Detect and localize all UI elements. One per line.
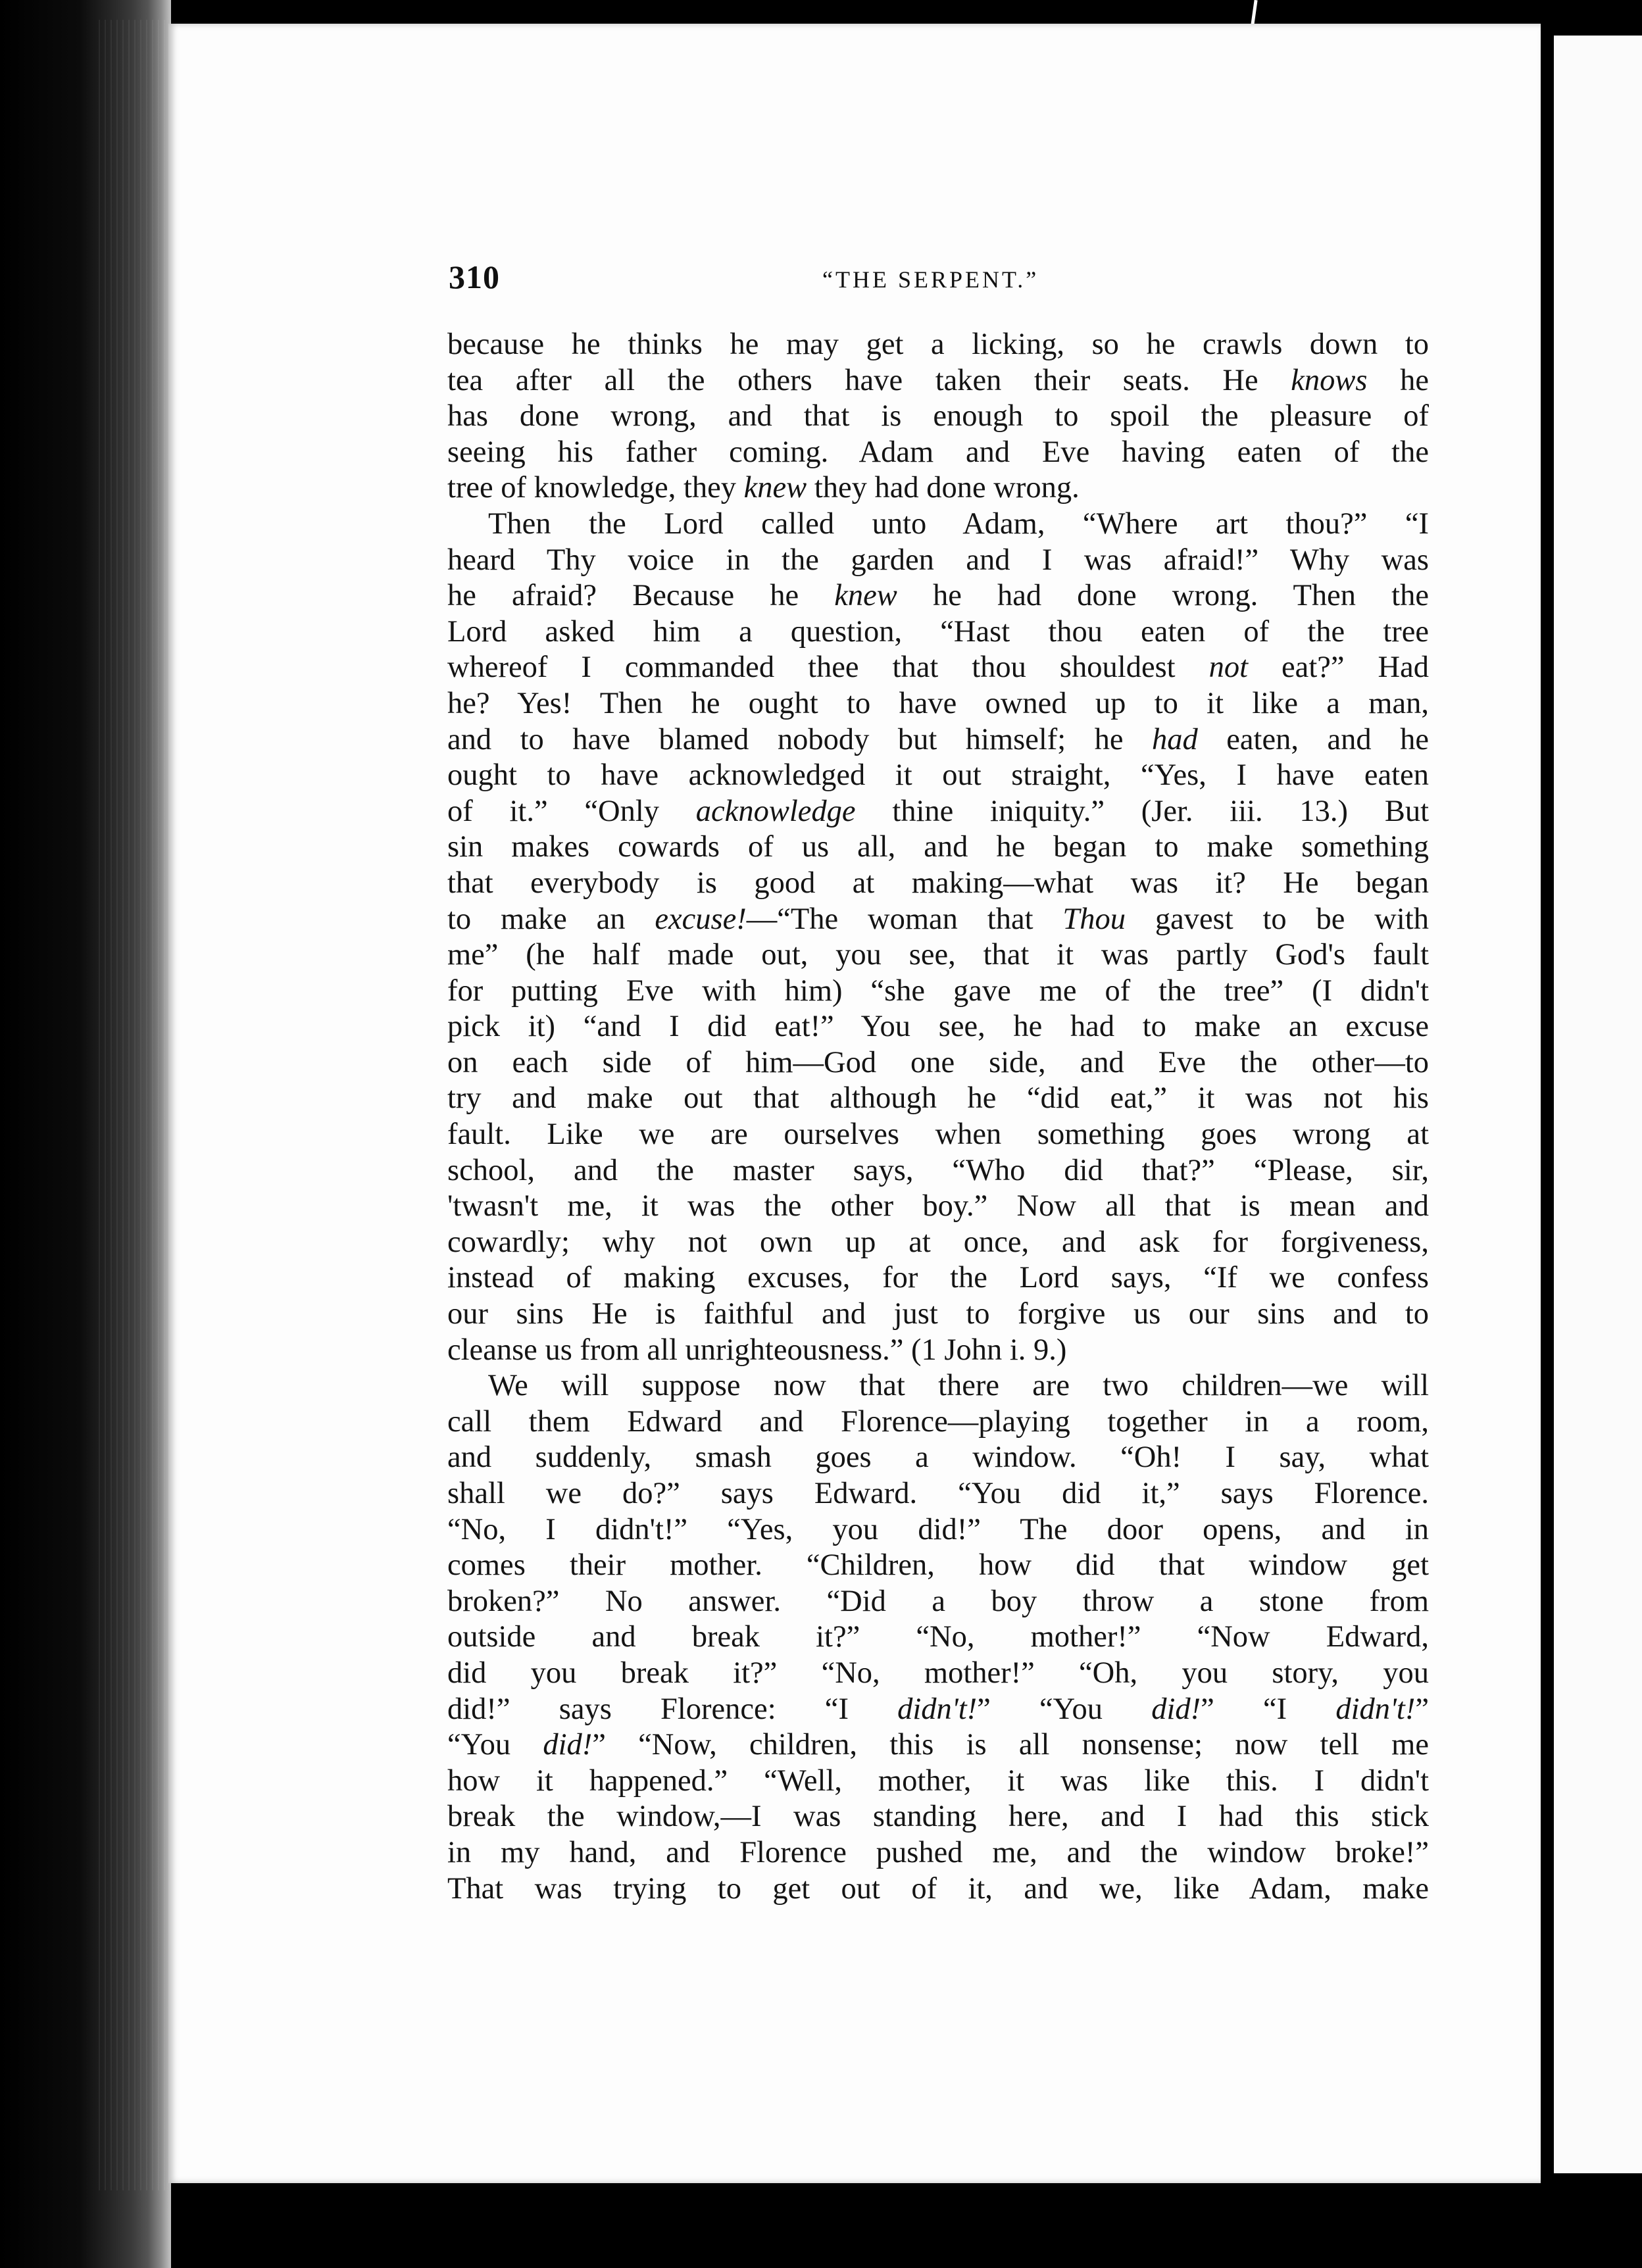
page-edge-mark [1251, 0, 1257, 25]
text-line: because he thinks he may get a licking, so he crawls down to [447, 328, 1429, 361]
running-title: “THE SERPENT.” [822, 266, 1039, 293]
text-line: school, and the master says, “Who did that?” “Please, sir, [447, 1153, 1429, 1187]
text-line: tea after all the others have taken their seats. He knows he [447, 363, 1429, 397]
text-line: outside and break it?” “No, mother!” “Now Edward, [447, 1620, 1429, 1654]
page-number: 310 [449, 259, 500, 295]
text-line: broken?” No answer. “Did a boy throw a stone from [447, 1584, 1429, 1618]
text-line: fault. Like we are ourselves when something goes wrong at [447, 1118, 1429, 1152]
text-line: “You did!” “Now, children, this is all nonsense; now tell me [447, 1728, 1429, 1762]
text-line: in my hand, and Florence pushed me, and the window broke!” [447, 1835, 1429, 1869]
text-line: cowardly; why not own up at once, and ask for forgiveness, [447, 1225, 1429, 1259]
text-line: sin makes cowards of us all, and he began to make something [447, 830, 1429, 864]
text-line: of it.” “Only acknowledge thine iniquity.” (Jer. iii. 13.) But [447, 794, 1430, 828]
text-line: did you break it?” “No, mother!” “Oh, you story, you [447, 1656, 1429, 1690]
text-line: seeing his father coming. Adam and Eve having eaten of the [447, 435, 1429, 469]
text-line: he? Yes! Then he ought to have owned up to it like a man, [447, 686, 1429, 720]
text-line: to make an excuse!—“The woman that Thou gavest to be with [447, 902, 1429, 936]
text-line: comes their mother. “Children, how did that window get [447, 1548, 1429, 1583]
text-line: shall we do?” says Edward. “You did it,” says Florence. [447, 1477, 1429, 1510]
text-line: did!” says Florence: “I didn't!” “You did!” “I didn't!” [447, 1692, 1429, 1726]
text-line: try and make out that although he “did eat,” it was not his [447, 1081, 1429, 1116]
text-line: that everybody is good at making—what was it? He began [447, 866, 1429, 900]
text-line: he afraid? Because he knew he had done wrong. Then the [447, 579, 1429, 613]
text-line: me” (he half made out, you see, that it was partly God's fault [447, 938, 1429, 972]
body-text [447, 327, 1429, 1907]
text-line: pick it) “and I did eat!” You see, he had to make an excuse [447, 1010, 1429, 1044]
text-line: call them Edward and Florence—playing together in a room, [447, 1404, 1429, 1439]
text-line: Lord asked him a question, “Hast thou eaten of the tree [447, 614, 1429, 649]
text-line: That was trying to get out of it, and we, like Adam, make [447, 1871, 1429, 1906]
text-line: “No, I didn't!” “Yes, you did!” The door opens, and in [447, 1512, 1429, 1546]
text-line: how it happened.” “Well, mother, it was like this. I didn't [447, 1763, 1429, 1798]
text-line: for putting Eve with him) “she gave me of the tree” (I didn't [447, 974, 1429, 1008]
text-line: heard Thy voice in the garden and I was afraid!” Why was [447, 543, 1429, 577]
text-line: break the window,—I was standing here, and I had this stick [447, 1800, 1429, 1834]
text-line: Then the Lord called unto Adam, “Where art thou?” “I [488, 506, 1429, 541]
text-line: 'twasn't me, it was the other boy.” Now all that is mean and [447, 1189, 1429, 1223]
text-line: We will suppose now that there are two children—we will [488, 1369, 1429, 1403]
text-line: has done wrong, and that is enough to spoil the pleasure of [447, 399, 1429, 433]
binding-texture [99, 20, 171, 2190]
adjacent-page-edge [1554, 36, 1642, 2173]
text-line: instead of making excuses, for the Lord says, “If we confess [447, 1261, 1429, 1295]
text-line: whereof I commanded thee that thou shouldest not eat?” Had [447, 651, 1429, 685]
text-line: on each side of him—God one side, and Eve the other—to [447, 1045, 1429, 1079]
text-line: our sins He is faithful and just to forgive us our sins and to [447, 1297, 1429, 1331]
text-line: cleanse us from all unrighteousness.” (1 John i. 9.) [447, 1333, 1067, 1367]
text-line: and suddenly, smash goes a window. “Oh! I say, what [447, 1441, 1429, 1475]
text-line: tree of knowledge, they knew they had done wrong. [447, 471, 1080, 505]
text-line: and to have blamed nobody but himself; he had eaten, and he [447, 722, 1429, 756]
text-line: ought to have acknowledged it out straight, “Yes, I have eaten [447, 758, 1429, 793]
